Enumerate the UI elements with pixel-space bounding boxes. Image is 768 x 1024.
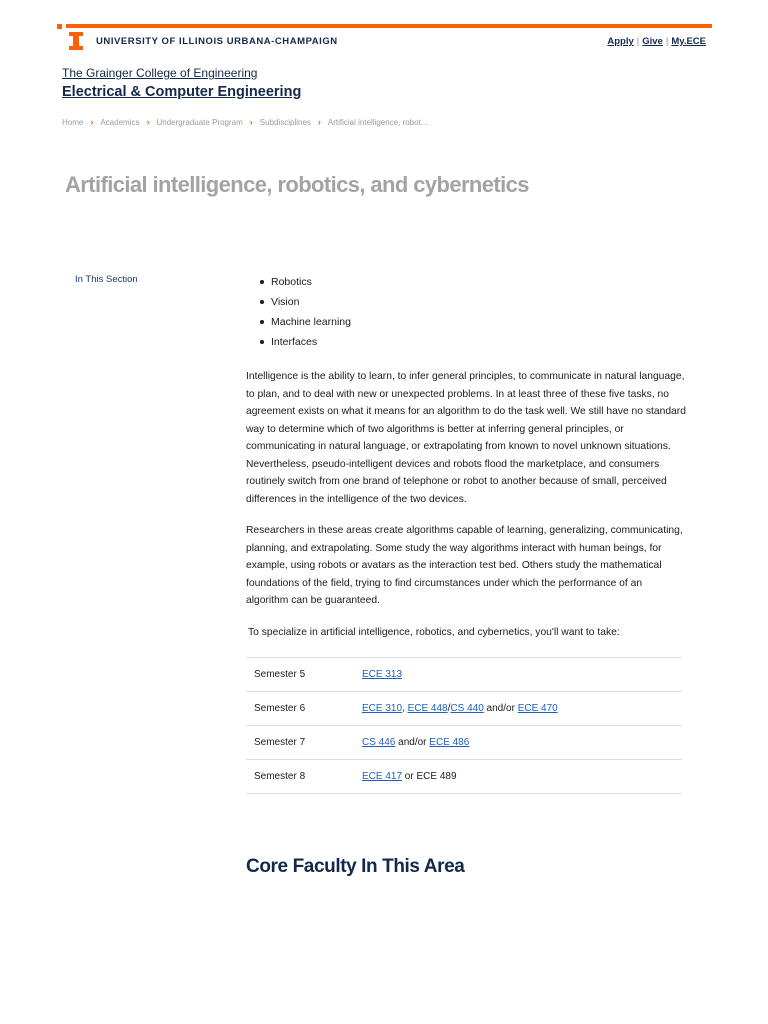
list-item <box>258 316 351 336</box>
bullet-dot-icon <box>260 320 264 324</box>
breadcrumb-chevron-icon: › <box>146 117 150 127</box>
semester-cell: Semester 6 <box>246 692 362 726</box>
bullet-dot-icon <box>260 280 264 284</box>
utility-nav <box>607 36 706 47</box>
give-link[interactable]: Give <box>642 36 663 47</box>
table-row <box>246 658 682 692</box>
in-this-section-toggle[interactable]: In This Section <box>75 274 138 285</box>
course-link[interactable]: ECE 470 <box>517 703 558 714</box>
courses-cell <box>362 692 682 726</box>
course-link[interactable]: CS 446 <box>362 737 396 748</box>
course-connector-text: and/or <box>395 737 430 748</box>
course-link[interactable]: ECE 310 <box>362 703 403 714</box>
list-item <box>258 276 351 296</box>
research-paragraph: Researchers in these areas create algorithms capable of learning, generalizing, communicating, planning, and extrapolating. Some study the way algorithms interact with human beings, for example, using robots or avatars as the interaction test bed. Others study the mathematical foundations of the field, trying to find circumstances under which the performance of an algorithm can be guaranteed. <box>246 525 683 606</box>
semester-cell: Semester 7 <box>246 726 362 760</box>
breadcrumb-home[interactable]: Home <box>62 117 84 127</box>
topic-label: Interfaces <box>271 336 318 348</box>
course-connector-text: , <box>402 703 408 714</box>
breadcrumb-chevron-icon: › <box>249 117 253 127</box>
course-link[interactable]: ECE 417 <box>362 771 403 782</box>
courses-cell <box>362 658 682 692</box>
table-row <box>246 760 682 794</box>
topic-label: Vision <box>271 296 300 308</box>
bullet-dot-icon <box>260 300 264 304</box>
list-item <box>258 296 351 316</box>
apply-link[interactable]: Apply <box>607 36 634 47</box>
course-link[interactable]: CS 440 <box>450 703 484 714</box>
topic-label: Machine learning <box>271 316 351 328</box>
course-link[interactable]: ECE 313 <box>362 669 403 680</box>
breadcrumb-academics[interactable]: Academics <box>100 117 140 127</box>
bullet-dot-icon <box>260 340 264 344</box>
illinois-block-i-icon[interactable] <box>68 31 84 51</box>
page-title: Artificial intelligence, robotics, and cybernetics <box>65 172 529 197</box>
college-link[interactable]: The Grainger College of Engineering <box>62 66 258 80</box>
semester-cell: Semester 8 <box>246 760 362 794</box>
courses-cell <box>362 726 682 760</box>
breadcrumb-chevron-icon: › <box>90 117 94 127</box>
core-faculty-heading: Core Faculty In This Area <box>246 856 465 877</box>
topic-label: Robotics <box>271 276 312 288</box>
course-link[interactable]: ECE 486 <box>429 737 470 748</box>
course-connector-text: or ECE 489 <box>402 771 457 782</box>
breadcrumb-current-page: Artificial intelligence, robot... <box>327 117 428 127</box>
brand-accent-square <box>57 24 62 29</box>
breadcrumb <box>62 117 428 127</box>
course-connector-text: and/or <box>483 703 518 714</box>
breadcrumb-subdisciplines[interactable]: Subdisciplines <box>259 117 311 127</box>
table-row <box>246 692 682 726</box>
nav-separator: | <box>636 36 640 47</box>
intro-paragraph: Intelligence is the ability to learn, to infer general principles, to communicate in natural language, to plan, and to deal with new or unexpected problems. In at least three of these five tasks, no agreement exists on what it means for an algorithm to do the task well. We still have no standard way to determine which of two algorithms is better at inferring general principles, or communicating in natural language, or extrapolating from known to novel unknown situations. Nevertheless, pseudo-intelligent devices and robots flood the marketplace, and consumers routinely switch from one brand of telephone or robot to another because of small, perceived differences in the intelligence of the two devices. <box>246 371 686 505</box>
my-ece-link[interactable]: My.ECE <box>671 36 706 47</box>
breadcrumb-chevron-icon: › <box>317 117 321 127</box>
nav-separator: | <box>665 36 669 47</box>
courses-cell <box>362 760 682 794</box>
course-table <box>246 657 682 794</box>
department-link[interactable]: Electrical & Computer Engineering <box>62 84 302 100</box>
course-connector-text: / <box>447 703 451 714</box>
university-wordmark[interactable]: UNIVERSITY OF ILLINOIS URBANA-CHAMPAIGN <box>96 36 338 47</box>
table-row <box>246 726 682 760</box>
specialize-paragraph: To specialize in artificial intelligence, robotics, and cybernetics, you'll want to take: <box>248 627 620 638</box>
course-link[interactable]: ECE 448 <box>407 703 448 714</box>
semester-cell: Semester 5 <box>246 658 362 692</box>
topic-list <box>258 276 351 356</box>
breadcrumb-undergraduate-program[interactable]: Undergraduate Program <box>156 117 243 127</box>
brand-accent-bar <box>66 24 712 28</box>
list-item <box>258 336 351 356</box>
